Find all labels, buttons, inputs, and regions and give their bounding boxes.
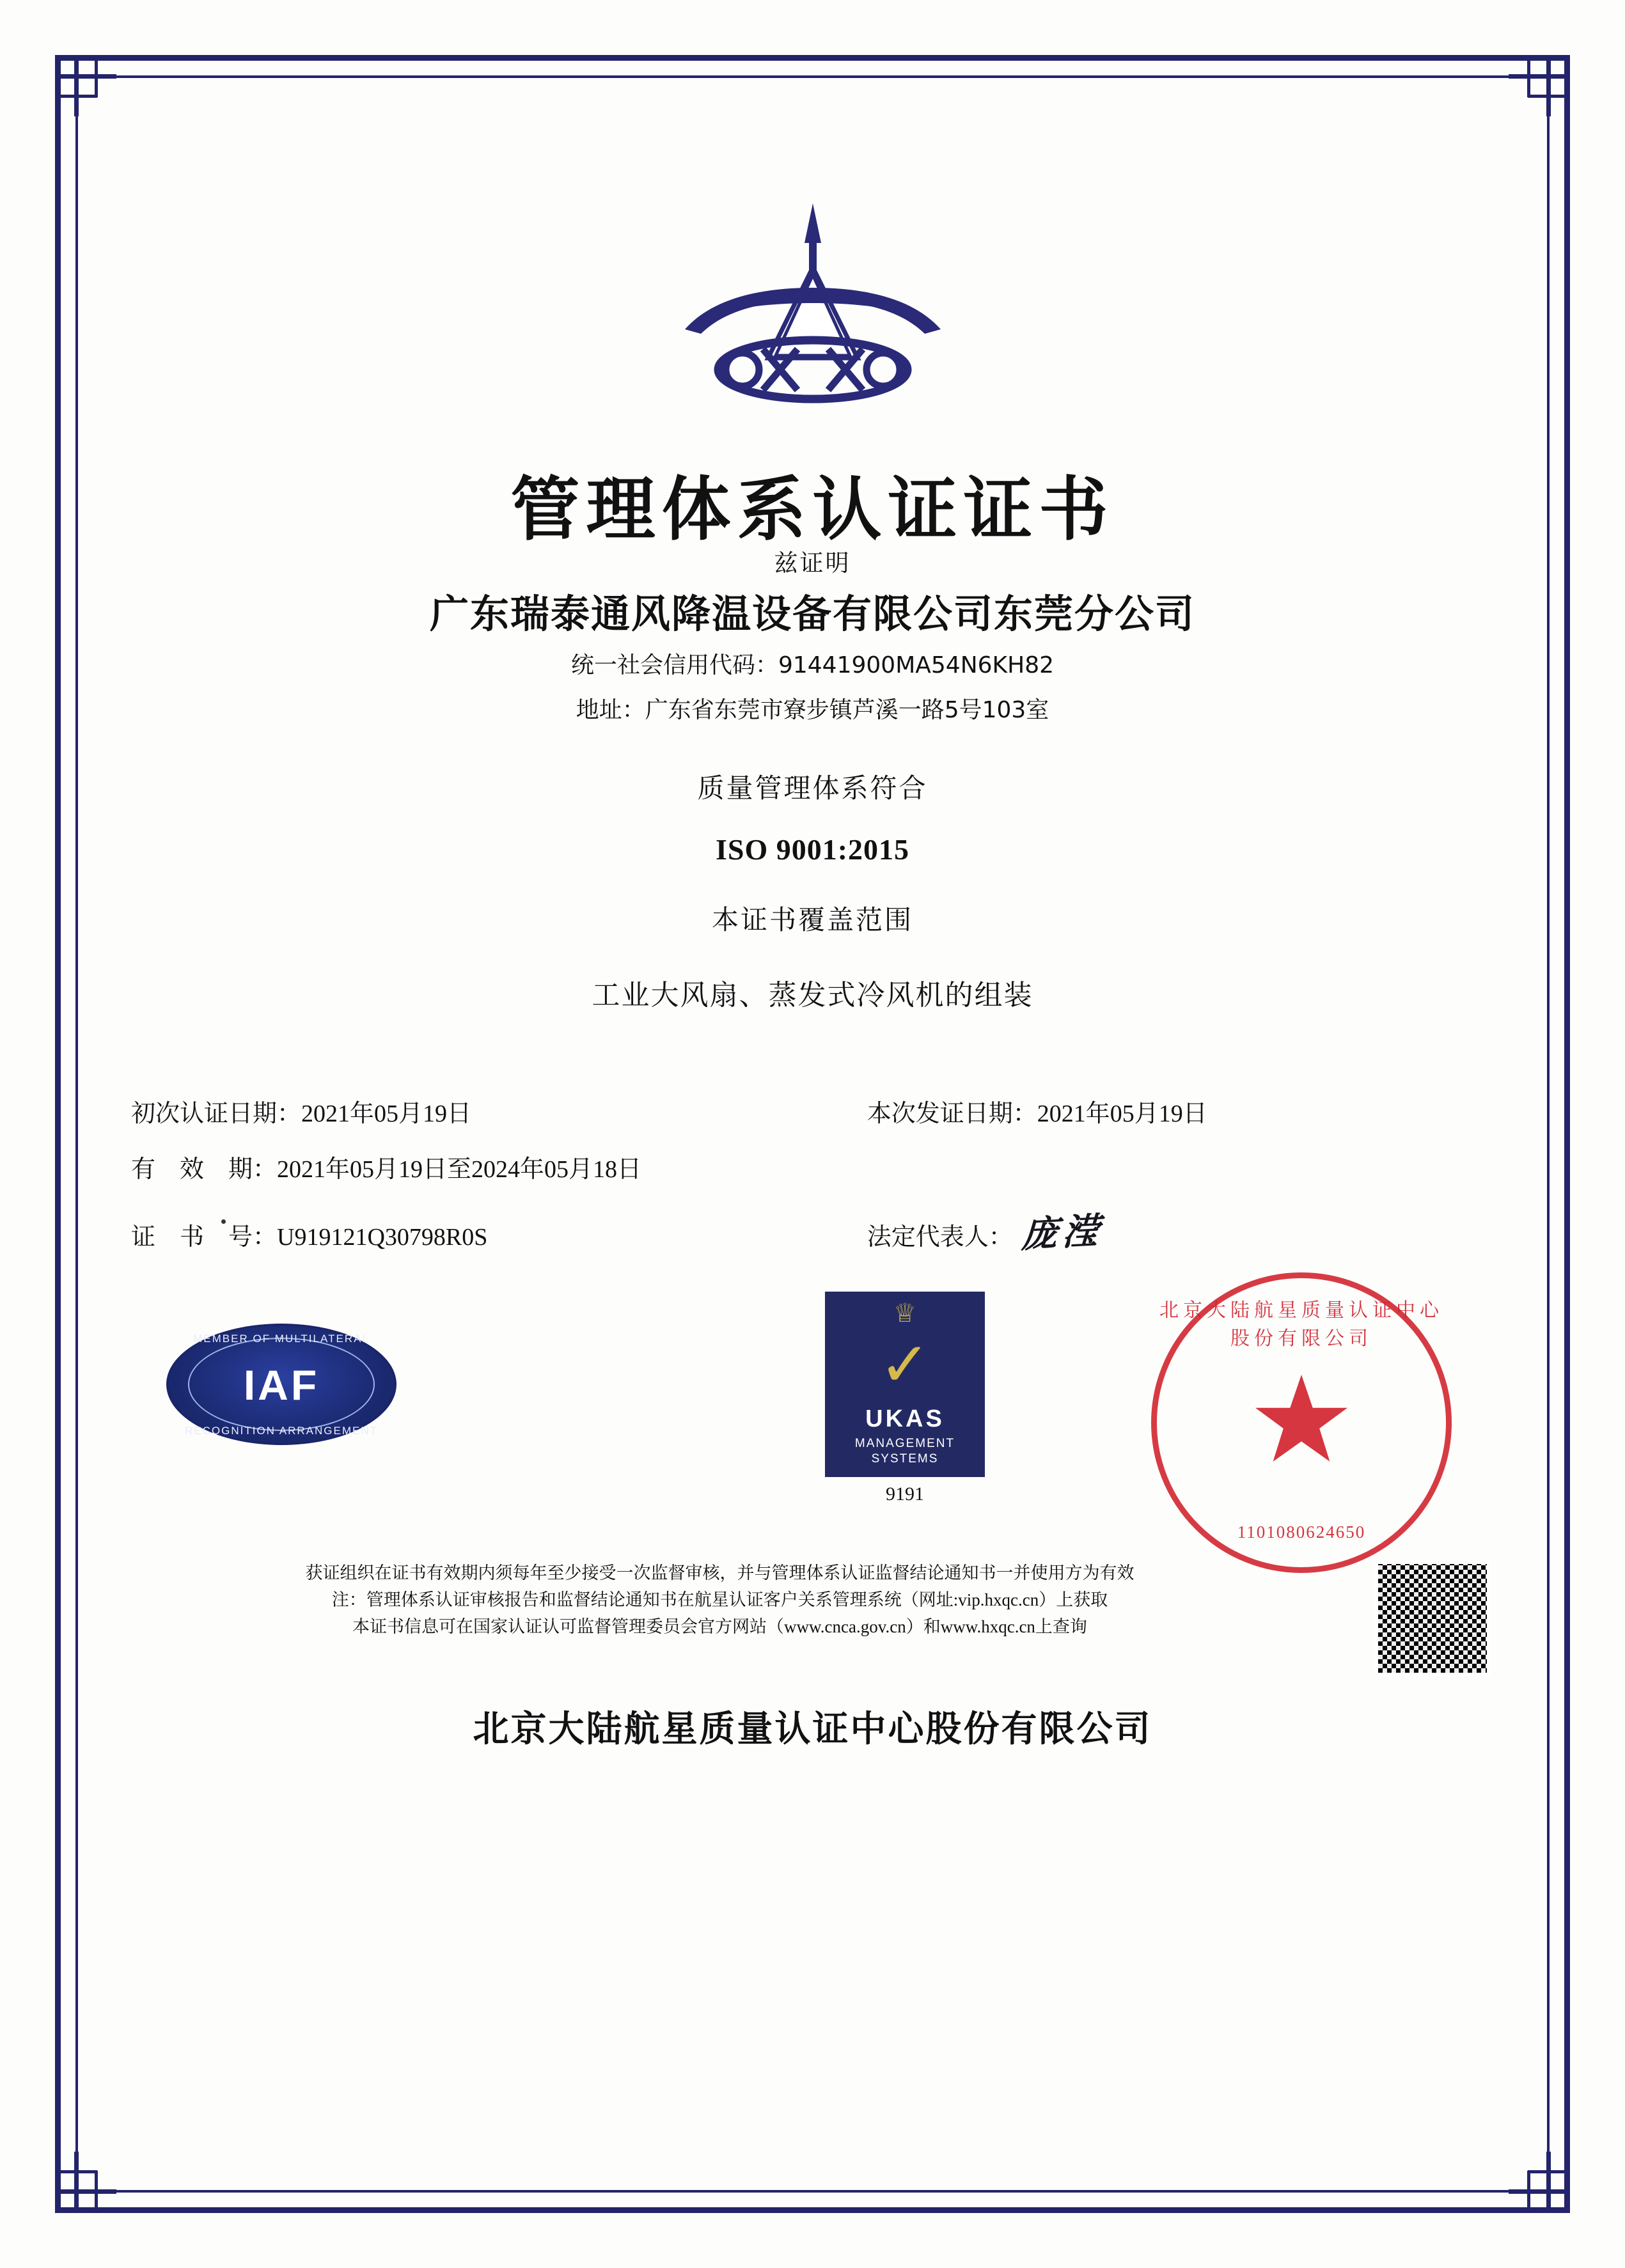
issuer-logo [96,198,1529,428]
credit-code: 统一社会信用代码：91441900MA54N6KH82 [570,652,1055,678]
iaf-bottom-text: RECOGNITION ARRANGEMENT [185,1425,378,1437]
issue-date-label: 本次发证日期： [867,1100,1037,1127]
seal-organization-text: 北京大陆航星质量认证中心股份有限公司 [1159,1299,1443,1350]
detail-row-first-cert [131,1093,1494,1129]
scope-label: 本证书覆盖范围 [711,904,913,935]
cert-no-label: 证 书 号： [131,1224,278,1251]
validity-label: 有 效 期： [131,1156,278,1183]
crown-icon: ♕ [893,1299,916,1327]
seal-number: 1101080624650 [1237,1522,1366,1542]
issuer-name: 北京大陆航星质量认证中心股份有限公司 [473,1709,1152,1750]
issue-date-value: 2021年05月19日 [1037,1100,1207,1127]
note-line-3: 本证书信息可在国家认证认可监督管理委员会官方网站（www.cnca.gov.cn）和www.hxqc.cn上查询 [352,1616,1087,1636]
hxqc-emblem-icon [666,198,960,428]
certificate-title: 管理体系认证证书 [510,470,1115,550]
accreditation-marks [96,1292,1529,1542]
iaf-center-text: IAF [243,1361,320,1409]
legal-rep-signature: 庞滢 [1020,1209,1105,1256]
check-icon: ✓ [879,1329,931,1400]
qr-code [1374,1560,1491,1677]
ukas-logo-icon [825,1292,985,1505]
first-cert-label: 初次认证日期： [131,1100,302,1127]
conformity-statement: 质量管理体系符合 [697,772,928,804]
company-address: 地址：广东省东莞市寮步镇芦溪一路5号103室 [576,697,1049,723]
official-red-seal [1151,1272,1452,1573]
detail-row-cert-no [131,1205,1494,1256]
scope-text: 工业大风扇、蒸发式冷风机的组装 [592,980,1033,1011]
ukas-name: UKAS [865,1405,945,1432]
ukas-number: 9191 [886,1483,924,1505]
note-line-2: 注：管理体系认证审核报告和监督结论通知书在航星认证客户关系管理系统（网址:vip.hxqc.cn）上获取 [331,1590,1108,1609]
standard-name: ISO 9001:2015 [715,833,910,866]
legal-rep-label: 法定代表人： [867,1224,1013,1251]
attest-label: 兹证明 [774,549,851,577]
iaf-logo-icon [166,1324,396,1445]
cert-no-value: U919121Q30798R0S [277,1224,488,1251]
certificate-details [131,1093,1494,1276]
ukas-subtitle: MANAGEMENT SYSTEMS [854,1437,955,1466]
detail-row-validity [131,1149,1494,1184]
iaf-top-text: MEMBER OF MULTILATERAL [193,1333,370,1345]
first-cert-value: 2021年05月19日 [301,1100,472,1127]
company-name: 广东瑞泰通风降温设备有限公司东莞分公司 [429,591,1195,637]
note-line-1: 获证组织在证书有效期内须每年至少接受一次监督审核，并与管理体系认证监督结论通知书一并使用方为有效 [305,1563,1134,1583]
footer-notes [122,1560,1318,1641]
validity-value: 2021年05月19日至2024年05月18日 [277,1156,642,1183]
